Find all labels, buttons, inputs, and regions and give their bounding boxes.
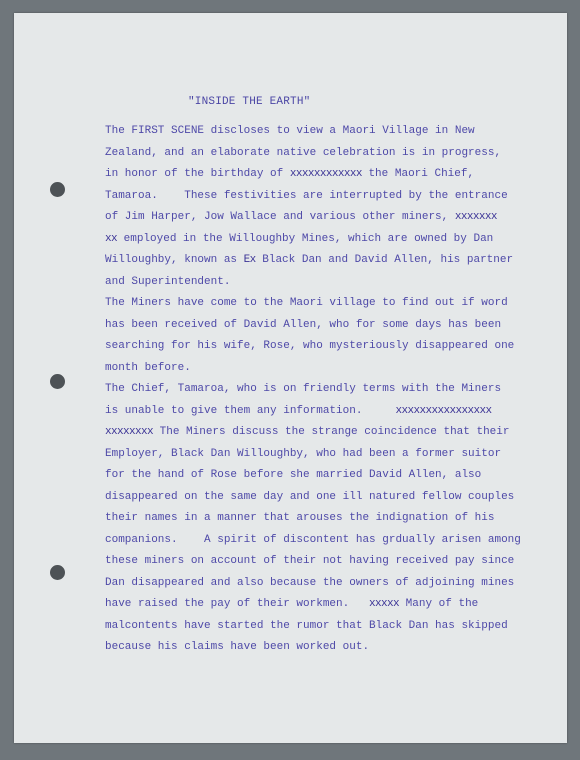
text-line bbox=[105, 594, 545, 616]
text-line bbox=[105, 465, 545, 487]
text-line bbox=[105, 487, 545, 509]
text-line bbox=[105, 164, 545, 186]
text-line bbox=[105, 616, 545, 638]
text-line bbox=[105, 207, 545, 229]
text-line bbox=[105, 229, 545, 251]
strikeout-text: xxxxxxxxxxxx bbox=[289, 168, 362, 180]
line-text: Tamaroa. These festivities are interrupted by the entrance bbox=[105, 189, 508, 202]
line-text-continued: employed in the Willoughby Mines, which are owned by Dan bbox=[117, 232, 494, 245]
line-text: disappeared on the same day and one ill natured fellow couples bbox=[105, 490, 515, 503]
text-line bbox=[105, 422, 545, 444]
line-text: Zealand, and an elaborate native celebration is in progress, bbox=[105, 146, 502, 159]
typed-body-text bbox=[105, 121, 545, 659]
text-line bbox=[105, 250, 545, 272]
line-text: in honor of the birthday of bbox=[105, 168, 290, 180]
text-line bbox=[105, 293, 545, 315]
text-line bbox=[105, 551, 545, 573]
strikeout-text: xxxxxxxx bbox=[105, 426, 154, 438]
line-text: The Miners have come to the Maori village to find out if word bbox=[105, 297, 508, 309]
text-line bbox=[105, 186, 545, 208]
text-line bbox=[105, 508, 545, 530]
line-text: is unable to give them any information. bbox=[105, 404, 396, 417]
line-text: The Chief, Tamaroa, who is on friendly terms with the Miners bbox=[105, 383, 502, 395]
line-text: of Jim Harper, Jow Wallace and various other miners, bbox=[105, 211, 455, 223]
strikeout-text: Ex bbox=[243, 254, 256, 266]
line-text: Dan disappeared and also because the owners of adjoining mines bbox=[105, 576, 515, 589]
line-text: because his claims have been worked out. bbox=[105, 641, 370, 653]
line-text-continued: the Maori Chief, bbox=[361, 168, 475, 180]
line-text-continued: Many of the bbox=[399, 598, 479, 610]
line-text-continued: Black Dan and David Allen, his partner bbox=[255, 254, 514, 266]
line-text: companions. A spirit of discontent has grdually arisen among bbox=[105, 533, 521, 546]
strikeout-text: xx bbox=[105, 232, 118, 245]
line-text: have raised the pay of their workmen. bbox=[105, 598, 370, 610]
line-text: Employer, Black Dan Willoughby, who had been a former suitor bbox=[105, 447, 502, 460]
text-line bbox=[105, 637, 545, 659]
line-text: has been received of David Allen, who for some days has been bbox=[105, 318, 502, 331]
line-text: their names in a manner that arouses the indignation of his bbox=[105, 512, 495, 524]
document-title: "INSIDE THE EARTH" bbox=[188, 96, 311, 108]
text-line bbox=[105, 121, 545, 143]
strikeout-text: xxxxxxxxxxxxxxxx bbox=[395, 404, 492, 417]
text-line bbox=[105, 315, 545, 337]
line-text-continued: The Miners discuss the strange coincidence that their bbox=[153, 426, 510, 438]
text-line bbox=[105, 143, 545, 165]
text-line bbox=[105, 444, 545, 466]
punch-hole-middle bbox=[50, 374, 65, 389]
line-text: month before. bbox=[105, 361, 191, 374]
text-line bbox=[105, 379, 545, 401]
text-line bbox=[105, 336, 545, 358]
text-line bbox=[105, 401, 545, 423]
text-line bbox=[105, 530, 545, 552]
punch-hole-bottom bbox=[50, 565, 65, 580]
line-text: Willoughby, known as bbox=[105, 254, 244, 266]
line-text: The FIRST SCENE discloses to view a Maori Village in New bbox=[105, 125, 475, 137]
text-line bbox=[105, 573, 545, 595]
strikeout-text: xxxxxxx bbox=[454, 211, 497, 223]
text-line bbox=[105, 358, 545, 380]
punch-hole-top bbox=[50, 182, 65, 197]
text-line bbox=[105, 272, 545, 294]
line-text: these miners on account of their not having received pay since bbox=[105, 555, 515, 567]
line-text: and Superintendent. bbox=[105, 275, 231, 288]
line-text: malcontents have started the rumor that Black Dan has skipped bbox=[105, 619, 508, 632]
strikeout-text: xxxxx bbox=[369, 598, 400, 610]
line-text: for the hand of Rose before she married David Allen, also bbox=[105, 469, 482, 481]
line-text: searching for his wife, Rose, who mysteriously disappeared one bbox=[105, 340, 515, 352]
